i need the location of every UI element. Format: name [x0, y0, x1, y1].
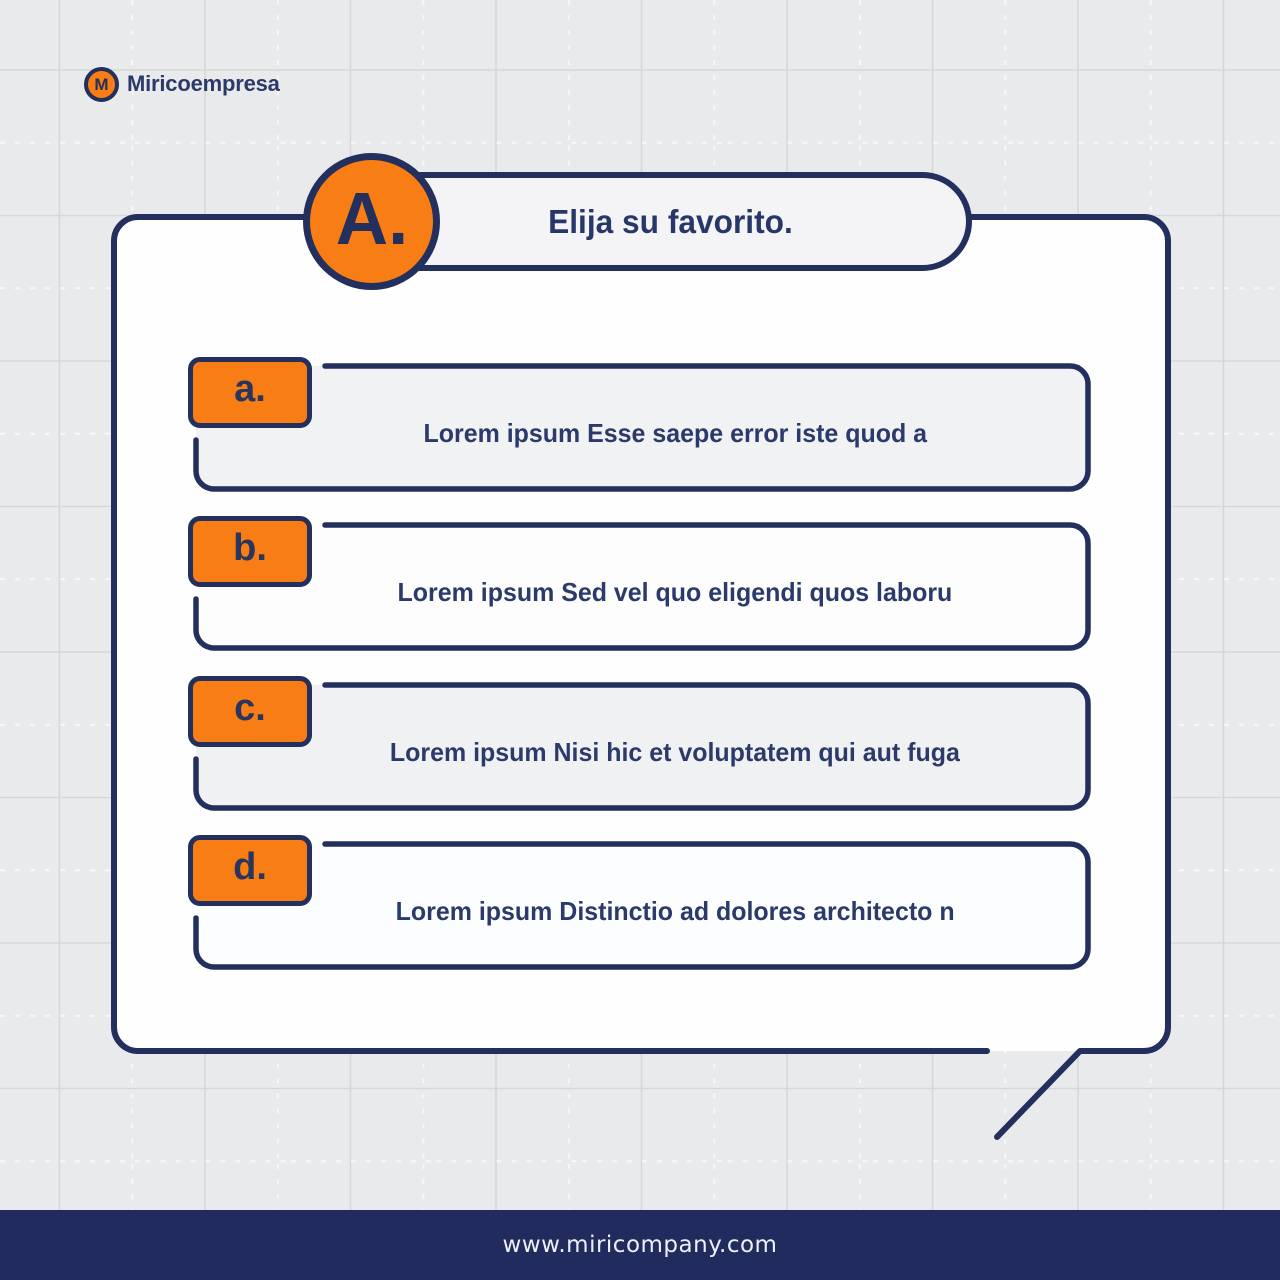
option-text-a[interactable]: [262, 366, 1088, 489]
option-text-value: Lorem ipsum Distinctio ad dolores architecto n: [395, 896, 955, 926]
option-label-text: a.: [234, 367, 266, 410]
option-row-b[interactable]: [188, 516, 1090, 650]
option-row-c[interactable]: [188, 676, 1090, 810]
option-row-a[interactable]: [188, 357, 1090, 491]
option-text-value: Lorem ipsum Esse saepe error iste quod a: [423, 418, 927, 448]
brand-name: Miricoempresa: [127, 71, 280, 96]
brand-logo-letter: M: [94, 74, 109, 94]
option-text-value: Lorem ipsum Sed vel quo eligendi quos laboru: [397, 577, 953, 607]
question-title-pill: [368, 172, 972, 271]
brand-logo-icon: [84, 67, 119, 102]
option-label-text: b.: [233, 526, 267, 569]
footer-url[interactable]: www.miricompany.com: [502, 1232, 778, 1258]
option-text-c[interactable]: [262, 685, 1088, 808]
option-label-text: c.: [234, 686, 266, 729]
option-row-d[interactable]: [188, 835, 1090, 969]
question-badge: [303, 153, 440, 290]
brand-logo: [84, 66, 280, 102]
option-text-value: Lorem ipsum Nisi hic et voluptatem qui aut fuga: [389, 737, 960, 767]
question-badge-letter: A.: [335, 176, 408, 260]
footer-bar: [0, 1210, 1280, 1280]
option-label-text: d.: [233, 845, 267, 888]
option-text-b[interactable]: [262, 525, 1088, 648]
question-title: Elija su favorito.: [547, 202, 793, 240]
option-text-d[interactable]: [262, 844, 1088, 967]
